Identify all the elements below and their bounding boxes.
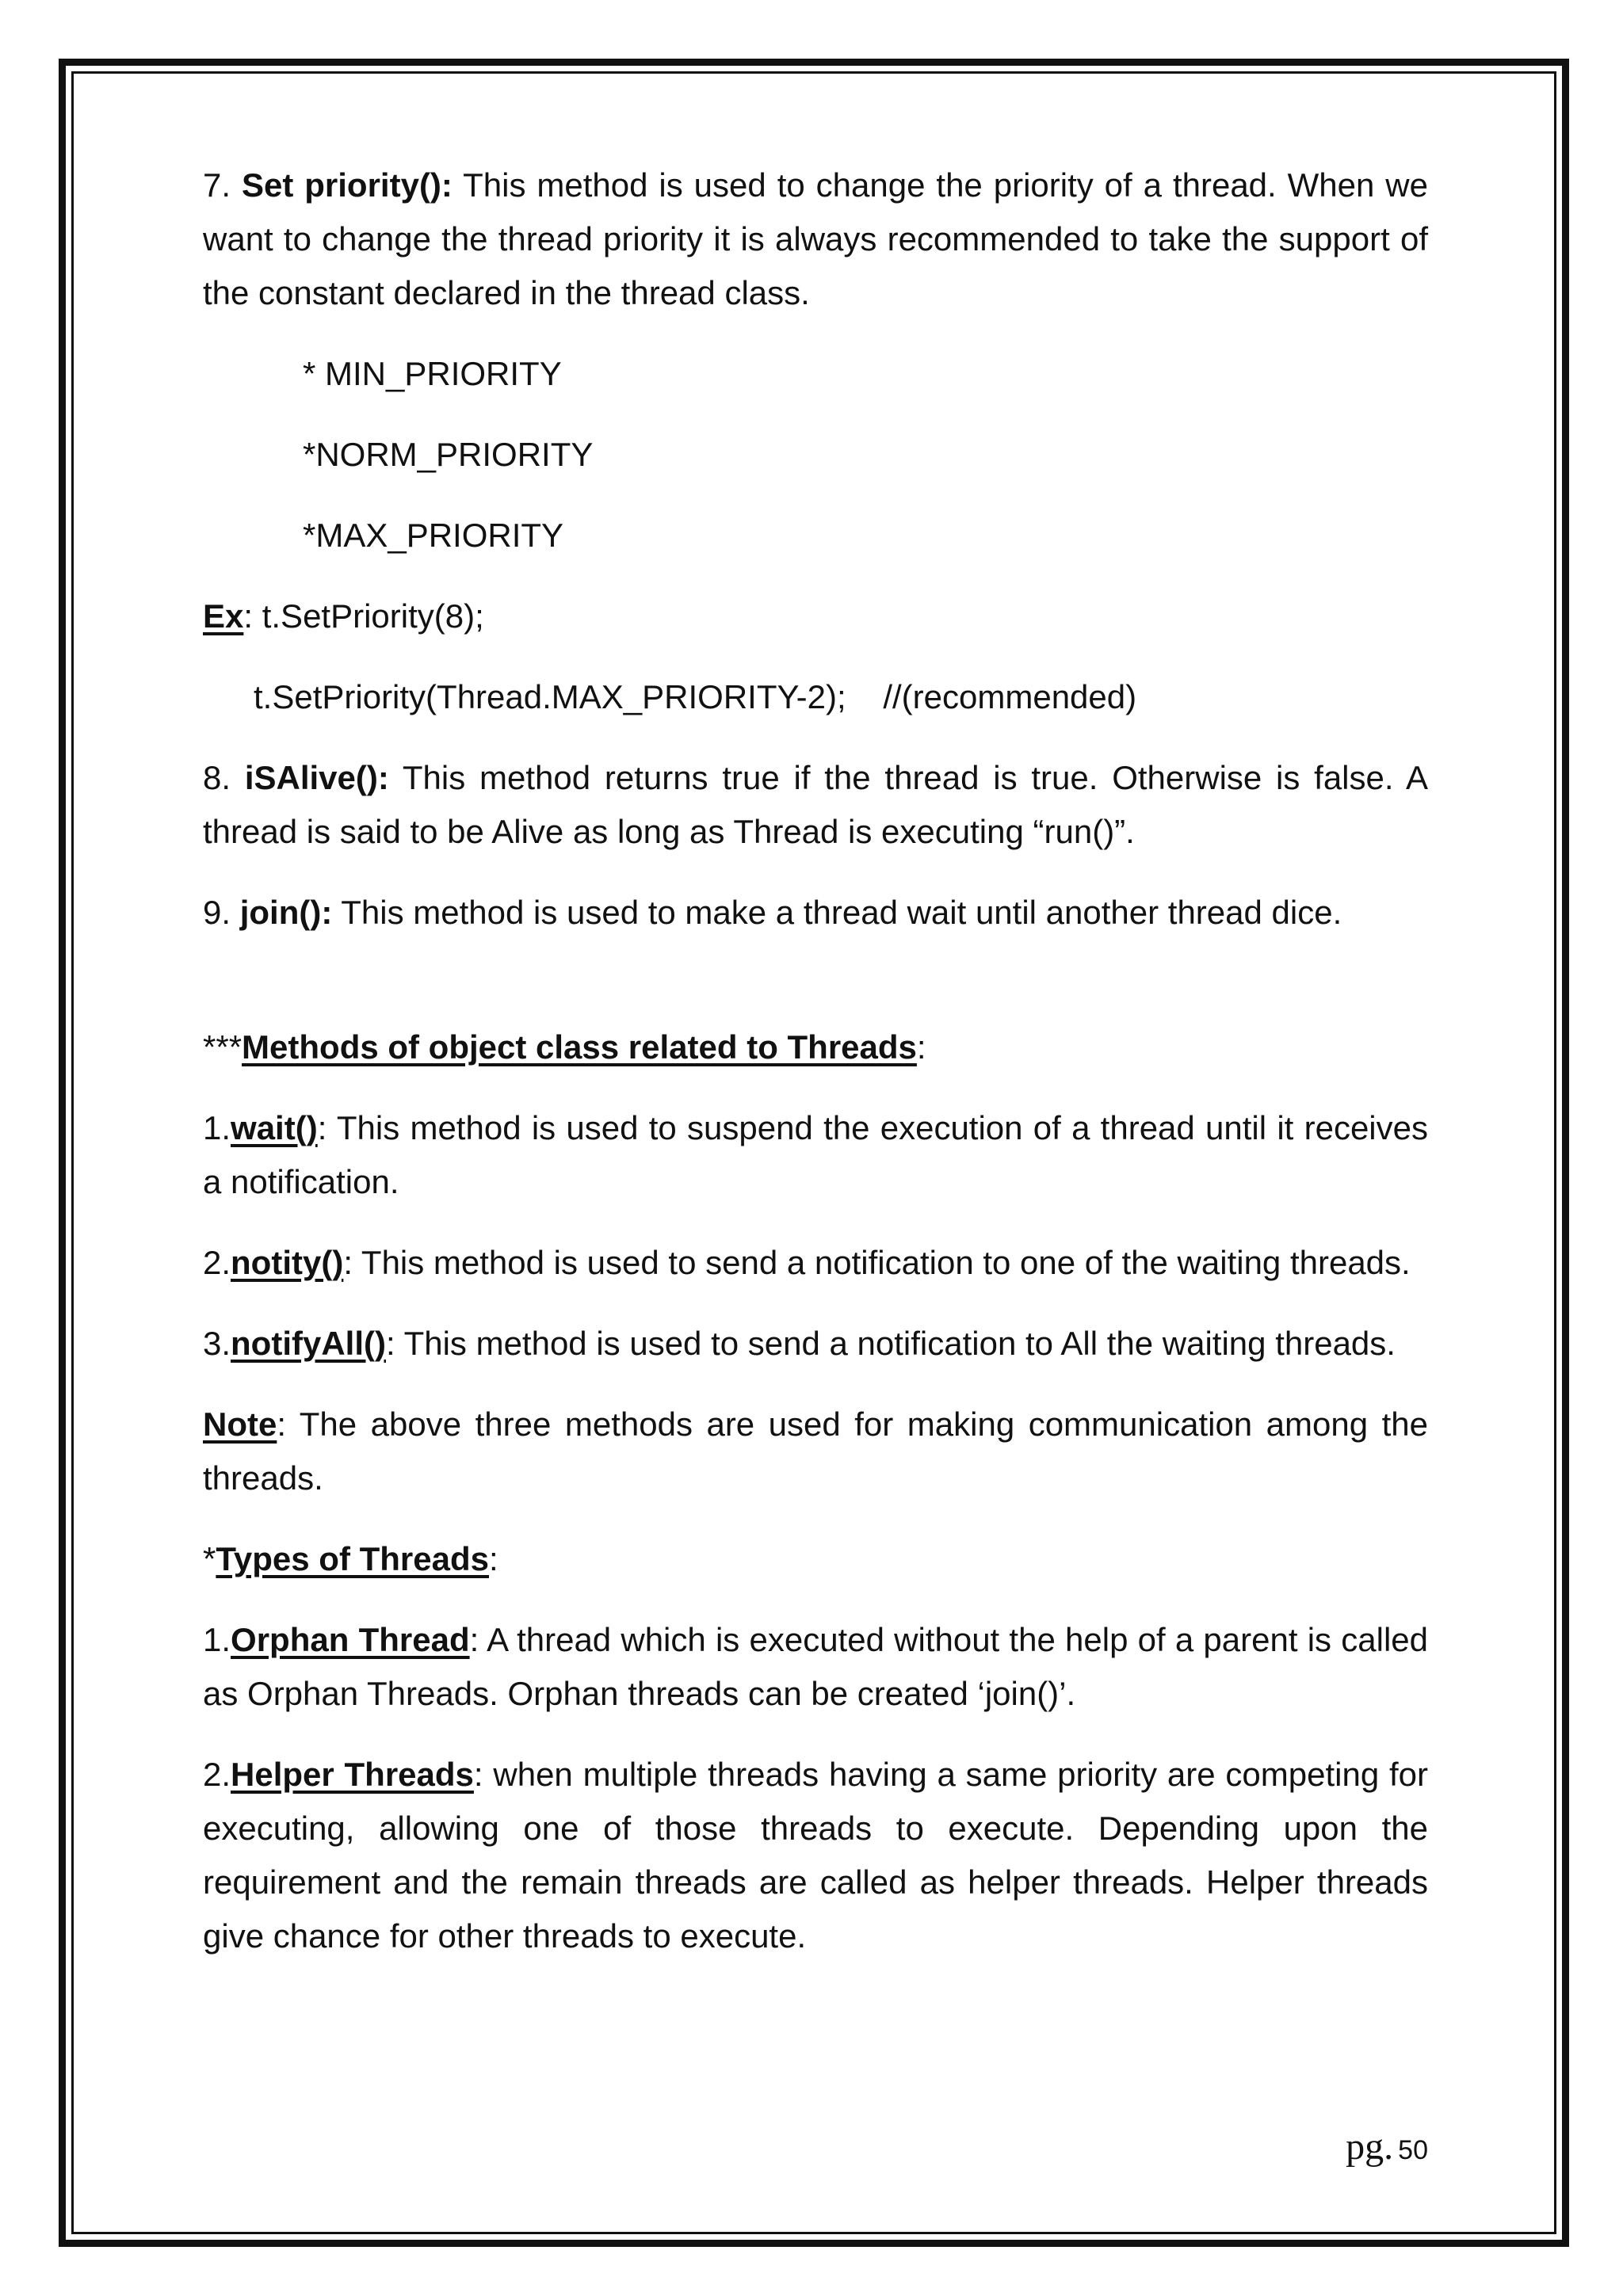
method-description: : This method is used to send a notification to one of the waiting threads.: [343, 1244, 1411, 1281]
priority-constant: * MIN_PRIORITY: [303, 355, 562, 392]
example-line-2: t.SetPriority(Thread.MAX_PRIORITY-2); //(recommended): [254, 678, 1137, 715]
example-line-1: [203, 589, 1428, 643]
heading-prefix: ***: [203, 1028, 242, 1066]
heading-suffix: :: [489, 1540, 498, 1577]
method-description: This method returns true if the thread is true. Otherwise is false. A thread is said to be Alive as long as Thread is executing “run()”.: [203, 759, 1429, 850]
page-number-label: pg.: [1346, 2126, 1394, 2168]
page-content: [203, 158, 1428, 1990]
item-number: 7.: [203, 166, 242, 204]
item-number: 9.: [203, 894, 240, 931]
object-method-notifyall: [203, 1317, 1428, 1371]
method-description: : This method is used to suspend the execution of a thread until it receives a notification.: [203, 1109, 1428, 1200]
heading-text: Methods of object class related to Threads: [242, 1028, 917, 1066]
item-number: 8.: [203, 759, 245, 796]
note-text: : The above three methods are used for making communication among the threads.: [203, 1405, 1428, 1497]
item-number: 3.: [203, 1325, 231, 1362]
spacer: [203, 967, 1428, 1020]
method-description: This method is used to make a thread wait until another thread dice.: [332, 894, 1342, 931]
method-description: This method is used to change the priority of a thread. When we want to change the thread priority it is always recommended to take the support of the constant declared in the thread class.: [203, 166, 1428, 311]
priority-constant: *NORM_PRIORITY: [303, 436, 594, 473]
type-term: Orphan Thread: [231, 1621, 470, 1658]
method-set-priority: [203, 158, 1428, 320]
heading-prefix: *: [203, 1540, 216, 1577]
example-label: Ex: [203, 597, 244, 635]
method-term: notifyAll(): [231, 1325, 386, 1362]
method-isalive: [203, 751, 1428, 859]
object-method-notity: [203, 1236, 1428, 1290]
type-description: : when multiple threads having a same priority are competing for executing, allowing one of those threads to execute. Depending upon the requirement and the remain threads are called as helper threads. Helper threads give chance for other threads to execute.: [203, 1756, 1428, 1955]
page-number: [1346, 2123, 1428, 2174]
item-number: 2.: [203, 1244, 231, 1281]
type-description: : A thread which is executed without the help of a parent is called as Orphan Threads. Orphan threads can be created ‘join()’.: [203, 1621, 1428, 1712]
method-term: wait(): [231, 1109, 318, 1146]
note-paragraph: [203, 1398, 1428, 1505]
type-term: Helper Threads: [231, 1756, 474, 1793]
item-number: 1.: [203, 1621, 231, 1658]
item-number: 2.: [203, 1756, 231, 1793]
thread-type-helper: [203, 1748, 1428, 1963]
method-term: join():: [239, 894, 333, 931]
method-term: iSAlive():: [244, 759, 389, 796]
object-method-wait: [203, 1101, 1428, 1209]
heading-text: Types of Threads: [216, 1540, 489, 1577]
method-join: [203, 886, 1428, 940]
thread-type-orphan: [203, 1613, 1428, 1721]
note-label: Note: [203, 1405, 277, 1443]
page-number-value: 50: [1398, 2135, 1428, 2165]
example-code: : t.SetPriority(8);: [243, 597, 484, 635]
method-term: Set priority():: [241, 166, 453, 204]
heading-suffix: :: [916, 1028, 926, 1066]
item-number: 1.: [203, 1109, 231, 1146]
method-term: notity(): [231, 1244, 344, 1281]
priority-constant: *MAX_PRIORITY: [303, 517, 564, 554]
section-heading-object-methods: [203, 1020, 1428, 1074]
method-description: : This method is used to send a notification to All the waiting threads.: [385, 1325, 1396, 1362]
section-heading-thread-types: [203, 1532, 1428, 1586]
